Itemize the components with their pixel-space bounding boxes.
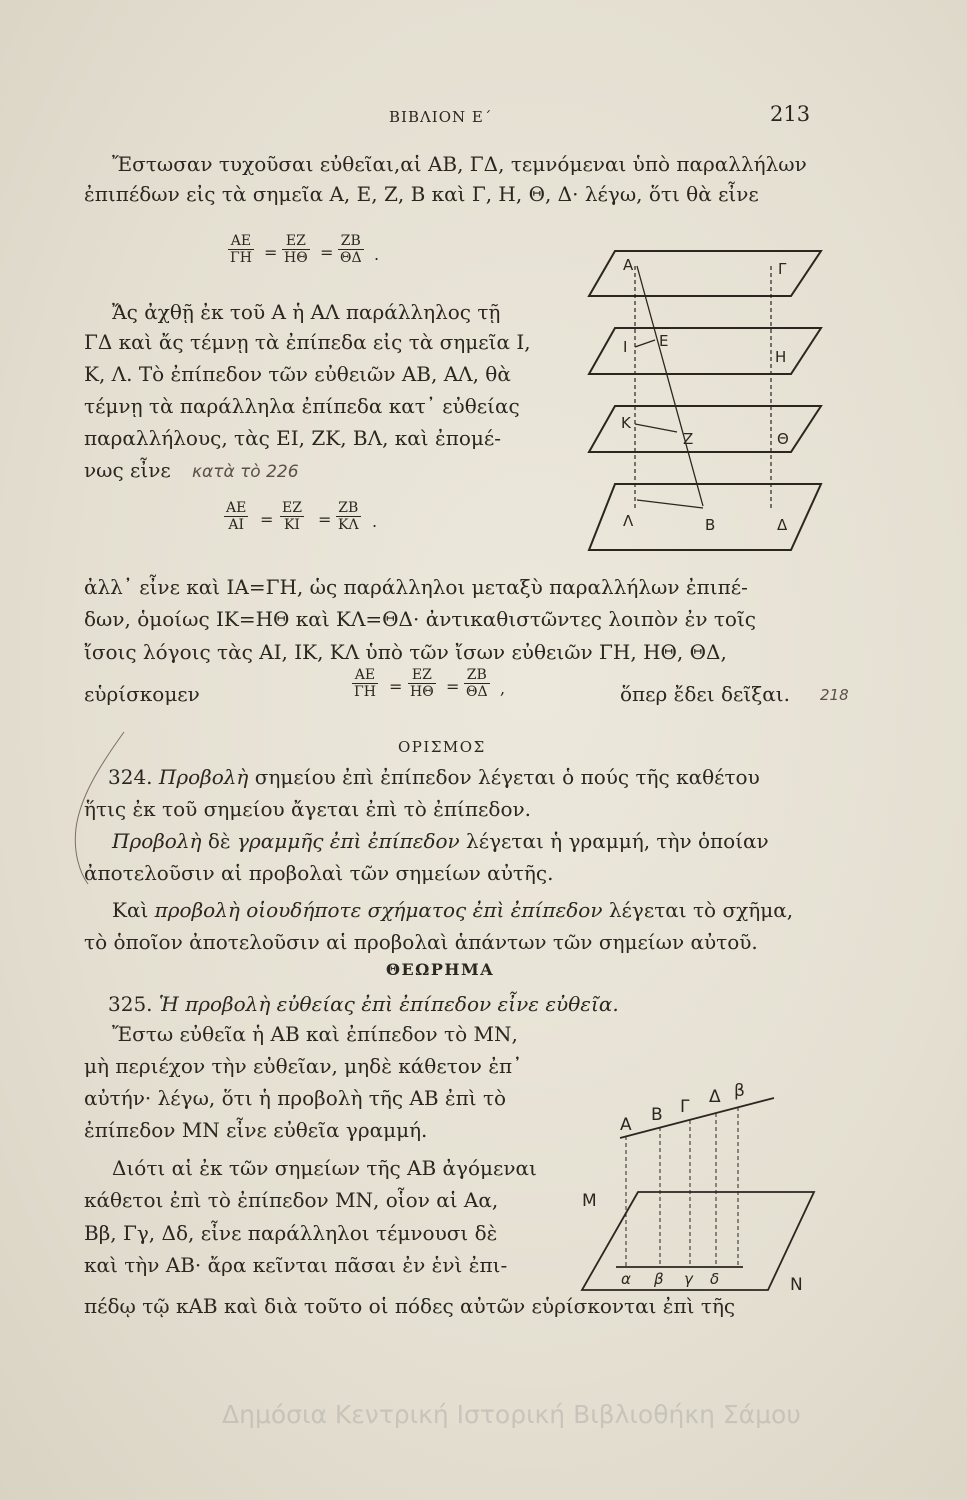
segment-E-I <box>635 340 655 347</box>
proof-line-2: ΓΔ καὶ ἄς τέμνῃ τὰ ἐπίπεδα εἰς τὰ σημεῖα Ι, <box>84 330 531 354</box>
label-d: δ <box>710 1270 720 1288</box>
line-A-B <box>637 266 703 506</box>
theorem-proof-5: Διότι αἱ ἐκ τῶν σημείων τῆς ΑΒ ἀγόμεναι <box>112 1156 537 1180</box>
fraction: $\frac{ZB}{\Theta\Delta}$ <box>340 233 362 266</box>
label-A: Α <box>620 1115 632 1135</box>
cont-line-1: ἀλλ᾽ εἶνε καὶ ΙΑ=ΓΗ, ὡς παράλληλοι μεταξὺ παραλλήλων ἐπιπέ- <box>84 575 748 599</box>
label-L: Λ <box>623 512 634 530</box>
label-G: Γ <box>680 1097 690 1117</box>
definition-heading: ΟΡΙΣΜΟΣ <box>398 738 486 756</box>
segment-B-L <box>637 500 703 508</box>
plane-MN <box>582 1192 814 1290</box>
definition-line-3: Προβολὴ δὲ γραμμῆς ἐπὶ ἐπίπεδον λέγεται ἡ γραμμή, τὴν ὁποίαν <box>112 829 769 853</box>
fraction: $\frac{AE}{\Gamma H}$ <box>230 233 252 266</box>
label-bb: β <box>734 1081 745 1101</box>
theorem-proof-2: μὴ περιέχον τὴν εὐθεῖαν, μηδὲ κάθετον ἐπ᾽ <box>84 1054 523 1078</box>
segment-Z-K <box>635 424 677 432</box>
label-K: Κ <box>621 414 631 432</box>
label-D: Δ <box>777 516 788 534</box>
find-word: εὑρίσκομεν <box>84 682 200 706</box>
label-A: Α <box>623 256 634 274</box>
proof-line-6: νως εἶνε <box>84 458 171 482</box>
cont-line-2: δων, ὁμοίως ΙΚ=ΗΘ καὶ ΚΛ=ΘΔ· ἀντικαθιστῶντες λοιπὸν ἐν τοῖς <box>84 607 756 631</box>
theorem-proof-6: κάθετοι ἐπὶ τὸ ἐπίπεδον ΜΝ, οἷον αἱ Αα, <box>84 1188 499 1212</box>
proof-line-1: Ἄς ἀχθῇ ἐκ τοῦ Α ἡ ΑΛ παράλληλος τῇ <box>112 300 501 324</box>
cont-line-3: ἴσοις λόγοις τὰς ΑΙ, ΙΚ, ΚΛ ὑπὸ τῶν ἴσων εὐθειῶν ΓΗ, ΗΘ, ΘΔ, <box>84 640 727 664</box>
running-head: ΒΙΒΛΙΟΝ Ε΄ <box>389 108 493 126</box>
label-a: α <box>621 1270 631 1288</box>
label-g: γ <box>684 1270 693 1288</box>
fraction: $\frac{EZ}{KI}$ <box>282 500 302 533</box>
label-D: Δ <box>709 1087 721 1107</box>
theorem-proof-1: Ἔστω εὐθεῖα ἡ ΑΒ καὶ ἐπίπεδον τὸ ΜΝ, <box>112 1022 518 1046</box>
page-number: 213 <box>770 102 811 126</box>
label-E: Ε <box>659 332 669 350</box>
qed: ὅπερ ἔδει δεῖξαι. <box>620 682 790 706</box>
theorem-proof-9: πέδῳ τῷ κΑΒ καὶ διὰ τοῦτο οἱ πόδες αὐτῶν εὑρίσκονται ἐπὶ τῆς <box>84 1294 736 1318</box>
theorem-proof-8: καὶ τὴν ΑΒ· ἄρα κεῖνται πᾶσαι ἐν ἑνὶ ἐπι- <box>84 1253 508 1277</box>
line-AB <box>620 1098 774 1138</box>
fraction: $\frac{EZ}{H\Theta}$ <box>410 667 434 700</box>
theorem-proof-3: αὐτήν· λέγω, ὅτι ἡ προβολὴ τῆς ΑΒ ἐπὶ τὸ <box>84 1086 507 1110</box>
definition-line-1: 324. Προβολὴ σημείου ἐπὶ ἐπίπεδον λέγεται ὁ πούς τῆς καθέτου <box>108 765 760 789</box>
proof-line-4: τέμνῃ τὰ παράλληλα ἐπίπεδα κατ᾽ εὐθείας <box>84 394 520 418</box>
label-G: Γ <box>778 260 787 278</box>
definition-line-2: ἥτις ἐκ τοῦ σημείου ἄγεται ἐπὶ τὸ ἐπίπεδον. <box>84 797 532 821</box>
label-I: Ι <box>623 338 628 356</box>
label-M: Μ <box>582 1191 597 1211</box>
theorem-heading: ΘΕΩΡΗΜΑ <box>386 960 495 979</box>
margin-note: 218 <box>820 686 849 704</box>
proof-line-3: Κ, Λ. Τὸ ἐπίπεδον τῶν εὐθειῶν ΑΒ, ΑΛ, θὰ <box>84 362 511 386</box>
proof-line-5: παραλλήλους, τὰς ΕΙ, ΖΚ, ΒΛ, καὶ ἐπομέ- <box>84 426 502 450</box>
label-B: Β <box>651 1105 663 1125</box>
fraction: $\frac{ZB}{K\Lambda}$ <box>338 500 359 533</box>
theorem-proof-7: Ββ, Γγ, Δδ, εἶνε παράλληλοι τέμνουσι δὲ <box>84 1221 498 1245</box>
intro-line-2: ἐπιπέδων εἰς τὰ σημεῖα Α, Ε, Ζ, Β καὶ Γ, Η, Θ, Δ· λέγω, ὅτι θὰ εἶνε <box>84 182 759 206</box>
theorem-proof-4: ἐπίπεδον ΜΝ εἶνε εὐθεῖα γραμμή. <box>84 1118 428 1142</box>
label-Z: Ζ <box>683 430 694 448</box>
fraction: $\frac{ZB}{\Theta\Delta}$ <box>466 667 488 700</box>
fraction: $\frac{EZ}{H\Theta}$ <box>284 233 308 266</box>
book-page: ΒΙΒΛΙΟΝ Ε΄ 213 Ἔστωσαν τυχοῦσαι εὐθεῖαι,αἱ ΑΒ, ΓΔ, τεμνόμεναι ὑπὸ παραλλήλων ἐπιπέδων εἰς τὰ σημεῖα Α, Ε, Ζ, Β καὶ Γ, Η, Θ, Δ· λέγω, ὅτι θὰ εἶνε $\frac{AE}{\Gamma H}$ = $\frac{EZ}{H\Theta}$ = $\frac{ZB}{\Theta\Delta}$ . Ἄς ἀχθῇ ἐκ τοῦ Α ἡ ΑΛ παράλληλος τῇ ΓΔ καὶ ἄς τέμνῃ τὰ ἐπίπεδα εἰς τὰ σημεῖα Ι, Κ, Λ. Τὸ ἐπίπεδον τῶν εὐθειῶν ΑΒ, ΑΛ, θὰ τέμνῃ τὰ παράλληλα ἐπίπεδα κατ᾽ εὐθείας παραλλήλους, τὰς ΕΙ, ΖΚ, ΒΛ, καὶ ἐπομέ- νως εἶνε κατὰ τὸ 226 $\frac{AE}{AI}$ = $\frac{EZ}{KI}$ = $\frac{ZB}{K\Lambda}$ . Α Γ Ι Ε Η Κ Ζ Θ Λ Β Δ ἀλλ᾽ εἶνε καὶ ΙΑ=ΓΗ, ὡς παράλληλοι μεταξὺ παραλλήλων ἐπιπέ- δων, ὁμοίως ΙΚ=ΗΘ καὶ ΚΛ=ΘΔ· ἀντικαθιστῶντες λοιπὸν ἐν τοῖς ἴσοις λόγοις τὰς ΑΙ, ΙΚ, ΚΛ ὑπὸ τῶν ἴσων εὐθειῶν ΓΗ, ΗΘ, ΘΔ, εὑρίσκομεν $\frac{AE}{\Gamma H}$ = $\frac{EZ}{H\Theta}$ = $\frac{ZB}{\Theta\Delta}$ , ὅπερ ἔδει δεῖξαι. 218 ΟΡΙΣΜΟΣ 324. Προβολὴ σημείου ἐπὶ ἐπίπεδον λέγεται ὁ πούς τῆς καθέτου ἥτις ἐκ τοῦ σημείου ἄγεται ἐπὶ τὸ ἐπίπεδον. Προβολὴ δὲ γραμμῆς ἐπὶ ἐπίπεδον λέγεται ἡ γραμμή, τὴν ὁποίαν ἀποτελοῦσιν αἱ προβολαὶ τῶν σημείων αὐτῆς. Καὶ προβολὴ οἱουδήποτε σχήματος ἐπὶ ἐπίπεδον λέγεται τὸ σχῆμα, τὸ ὁποῖον ἀποτελοῦσιν αἱ προβολαὶ ἁπάντων τῶν σημείων αὐτοῦ. ΘΕΩΡΗΜΑ 325. Ἡ προβολὴ εὐθείας ἐπὶ ἐπίπεδον εἶνε εὐθεῖα. Ἔστω εὐθεῖα ἡ ΑΒ καὶ ἐπίπεδον τὸ ΜΝ, μὴ περιέχον τὴν εὐθεῖαν, μηδὲ κάθετον ἐπ᾽ αὐτήν· λέγω, ὅτι ἡ προβολὴ τῆς ΑΒ ἐπὶ τὸ ἐπίπεδον ΜΝ εἶνε εὐθεῖα γραμμή. Διότι αἱ ἐκ τῶν σημείων τῆς ΑΒ ἀγόμεναι κάθετοι ἐπὶ τὸ ἐπίπεδον ΜΝ, οἷον αἱ Αα, Ββ, Γγ, Δδ, εἶνε παράλληλοι τέμνουσι δὲ καὶ τὴν ΑΒ· ἄρα κεῖνται πᾶσαι ἐν ἑνὶ ἐπι- πέδῳ τῷ κΑΒ καὶ διὰ τοῦτο οἱ πόδες αὐτῶν εὑρίσκονται ἐπὶ τῆς Α Β Γ Δ β Μ Ν α β γ δ Δημόσια Κεντρική Ιστορική Βιβλιοθήκη Σάμου <box>0 0 967 1500</box>
fraction: $\frac{AE}{AI}$ <box>226 500 247 533</box>
definition-line-5: Καὶ προβολὴ οἱουδήποτε σχήματος ἐπὶ ἐπίπεδον λέγεται τὸ σχῆμα, <box>112 898 794 922</box>
label-H: Η <box>775 348 787 366</box>
intro-line-1: Ἔστωσαν τυχοῦσαι εὐθεῖαι,αἱ ΑΒ, ΓΔ, τεμνόμεναι ὑπὸ παραλλήλων <box>112 152 807 176</box>
theorem-statement: 325. Ἡ προβολὴ εὐθείας ἐπὶ ἐπίπεδον εἶνε εὐθεῖα. <box>108 992 619 1016</box>
label-B: Β <box>705 516 716 534</box>
handwritten-note: κατὰ τὸ 226 <box>192 462 299 482</box>
library-watermark: Δημόσια Κεντρική Ιστορική Βιβλιοθήκη Σάμου <box>222 1400 801 1429</box>
definition-line-4: ἀποτελοῦσιν αἱ προβολαὶ τῶν σημείων αὐτῆς. <box>84 861 554 885</box>
label-b: β <box>654 1270 664 1288</box>
label-N: Ν <box>790 1275 803 1295</box>
figure-projection <box>578 1062 828 1300</box>
label-Th: Θ <box>777 430 789 448</box>
definition-line-6: τὸ ὁποῖον ἀποτελοῦσιν αἱ προβολαὶ ἁπάντων τῶν σημείων αὐτοῦ. <box>84 930 758 954</box>
fraction: $\frac{AE}{\Gamma H}$ <box>354 667 376 700</box>
figure-parallel-planes <box>585 248 835 560</box>
